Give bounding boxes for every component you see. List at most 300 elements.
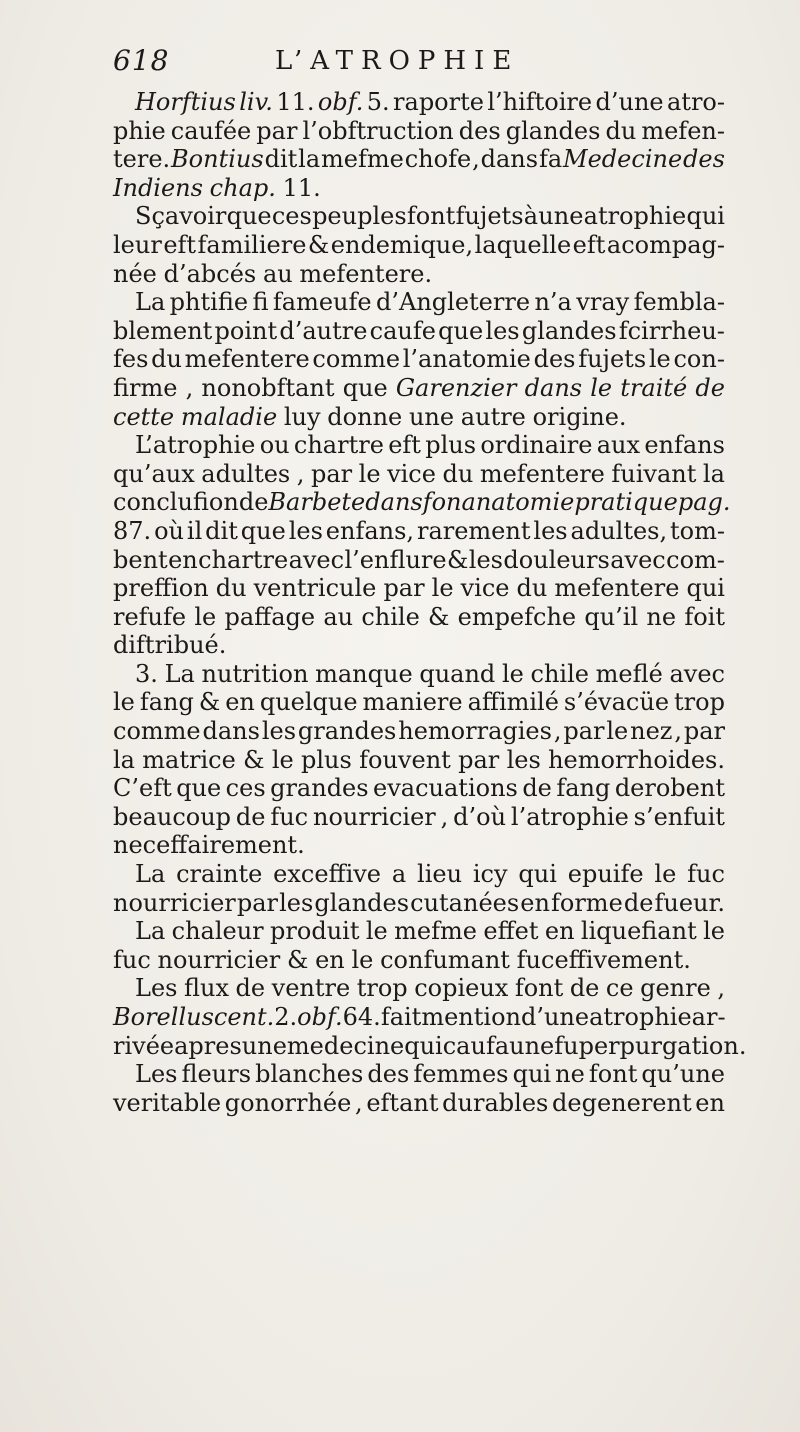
word: autre [460, 402, 526, 431]
word: où [154, 516, 184, 545]
word: cent. [213, 1003, 275, 1031]
word: avec [288, 545, 345, 574]
word: le [358, 459, 381, 488]
word: nourricier [113, 888, 236, 917]
word: exceffive [273, 860, 382, 889]
word: ar- [691, 1003, 726, 1031]
word: 5. [366, 88, 390, 116]
word: pag. [677, 488, 731, 517]
word: veritable [113, 1088, 222, 1117]
word: dit [264, 145, 298, 174]
body-text [113, 88, 747, 1117]
word: l’atrophie [510, 802, 629, 831]
word: C’eft [113, 774, 172, 803]
word: Borellus [113, 1003, 214, 1031]
word: que [176, 774, 222, 803]
running-title: L’ATROPHIE [275, 46, 520, 76]
word: dans [202, 717, 260, 746]
word: pratique [574, 488, 678, 517]
word: dans [365, 488, 423, 517]
word: d’abcés [163, 259, 257, 288]
word: par [256, 116, 298, 145]
word: durables [442, 1088, 549, 1117]
text-line [113, 88, 725, 117]
word: d’autre [279, 316, 368, 345]
word: qui [686, 202, 725, 231]
text-line [113, 660, 725, 689]
word: ventre [271, 974, 351, 1003]
word: grandes [297, 717, 397, 746]
word: le [648, 345, 671, 374]
word: la [298, 145, 321, 174]
word: chaleur [171, 917, 264, 946]
word: chofe [404, 145, 472, 174]
word: fuc [113, 945, 151, 974]
word: nez [630, 717, 673, 746]
word: s’évacüe [563, 688, 670, 717]
word: dans [524, 373, 583, 402]
text-line [113, 117, 725, 146]
text-line [113, 431, 725, 460]
word: produit [270, 917, 360, 946]
word: par [310, 459, 353, 488]
text-line [113, 345, 725, 374]
word: quand [419, 659, 496, 688]
word: fes [113, 345, 149, 374]
word: du [442, 459, 474, 488]
word: de [623, 888, 654, 917]
text-line [113, 174, 725, 203]
word: les [485, 316, 520, 345]
word: , [553, 717, 562, 746]
word: ordinaire [480, 431, 593, 460]
word: douleurs [503, 545, 610, 574]
word: l’enflure [344, 545, 447, 574]
word: eft [572, 230, 606, 259]
word: une [408, 402, 455, 431]
word: , [355, 1088, 363, 1117]
word: Bontius [171, 145, 264, 174]
word: fang [556, 774, 611, 803]
text-line [113, 1089, 725, 1118]
word: glandes [521, 316, 617, 345]
word: qu’il [584, 602, 639, 631]
word: fuceffivement. [516, 945, 691, 974]
text-line [113, 946, 725, 975]
word: vray [576, 288, 630, 317]
word: dans [480, 145, 539, 174]
word: comme [312, 345, 401, 374]
word: fujets [455, 202, 524, 231]
word: 87. [113, 516, 152, 545]
word: Medecine [563, 145, 683, 174]
word: nonobftant [201, 373, 335, 402]
word: eftant [366, 1088, 439, 1117]
word: eft [388, 431, 421, 460]
word: du [215, 574, 247, 603]
word: mefentere [554, 574, 680, 603]
text-line [113, 917, 725, 946]
word: affimilé [467, 688, 559, 717]
word: meflé [595, 659, 663, 688]
word: Barbete [268, 488, 366, 517]
word: maladie [180, 402, 278, 431]
text-line [113, 803, 725, 832]
word: des [533, 345, 576, 374]
word: chap. [209, 173, 276, 202]
word: L’atrophie [135, 431, 256, 460]
text-line [113, 317, 725, 346]
word: trop [674, 688, 725, 717]
word: refufe [113, 602, 187, 631]
word: & [198, 688, 221, 717]
word: l’hiftoire [487, 88, 593, 116]
word: foit [684, 602, 725, 631]
word: qui [686, 574, 725, 603]
word: tere. [113, 145, 171, 174]
word: La [135, 917, 166, 946]
word: les [533, 516, 568, 545]
word: de [695, 373, 725, 402]
word: tom- [670, 516, 725, 545]
word: peuples [312, 202, 407, 231]
word: née [113, 259, 157, 288]
word: ne [646, 602, 677, 631]
word: flux [184, 974, 229, 1003]
word: caufe [369, 316, 436, 345]
text-line [113, 488, 731, 517]
word: preffion [113, 574, 209, 603]
word: La [164, 659, 195, 688]
word: avec [610, 545, 666, 574]
text-line [113, 974, 725, 1003]
word: enfans, [325, 516, 415, 545]
word: comme [113, 717, 201, 746]
word: liv. [239, 88, 273, 116]
word: la [702, 459, 725, 488]
word: laquelle [474, 230, 572, 259]
word: les [279, 888, 314, 917]
word: ne [555, 1060, 585, 1089]
word: 11. [282, 173, 321, 202]
word: fembla- [633, 288, 725, 317]
word: phtifie [169, 288, 249, 317]
word: , [717, 974, 725, 1003]
word: fouvent [359, 745, 451, 774]
word: liquefiant [580, 917, 697, 946]
word: chartre [293, 431, 384, 460]
word: au [262, 259, 293, 288]
word: crainte [176, 860, 263, 889]
word: en [225, 688, 255, 717]
word: le [590, 373, 613, 402]
word: d’où [453, 802, 507, 831]
word: 11. [276, 88, 315, 116]
word: une [241, 1031, 287, 1060]
text-line [113, 460, 725, 489]
word: leur [113, 230, 162, 259]
word: donne [327, 402, 403, 431]
word: par [683, 717, 725, 746]
word: le [703, 917, 725, 946]
text-line [113, 1003, 725, 1032]
word: confumant [380, 945, 510, 974]
word: fcirrheu- [618, 316, 725, 345]
word: de [569, 974, 600, 1003]
word: vice [387, 459, 436, 488]
word: ces [271, 202, 312, 231]
word: point [214, 316, 278, 345]
word: obf. [317, 88, 364, 116]
word: fi [252, 288, 269, 317]
word: font [406, 202, 456, 231]
word: par [383, 574, 425, 603]
word: icy [472, 860, 508, 889]
word: derobent [614, 774, 725, 803]
word: de [238, 488, 269, 517]
word: caufa [442, 1031, 510, 1060]
text-line [113, 889, 725, 918]
word: qu’aux [113, 459, 195, 488]
word: anatomie [461, 488, 575, 517]
word: l’anatomie [402, 345, 531, 374]
word: en [168, 545, 198, 574]
word: qui [512, 1060, 552, 1089]
word: endemique, [330, 230, 474, 259]
word: atrophie [589, 1003, 692, 1031]
word: hemorragies [398, 717, 552, 746]
word: ce [605, 974, 634, 1003]
word: la [113, 745, 135, 774]
text-line [113, 288, 725, 317]
word: mefme [394, 917, 477, 946]
word: atro- [667, 88, 725, 116]
word: evacuations [373, 774, 518, 803]
word: en [695, 1088, 725, 1117]
word: de [235, 802, 266, 831]
word: 64. [342, 1003, 381, 1031]
word: font [514, 974, 564, 1003]
word: & [287, 945, 309, 974]
word: chile [530, 659, 589, 688]
page-header [113, 44, 713, 84]
word: Sçavoir [135, 202, 227, 231]
word: beaucoup [113, 802, 232, 831]
word: ces [225, 774, 266, 803]
word: fuc [687, 860, 725, 889]
text-line [113, 403, 725, 432]
word: le [194, 602, 217, 631]
word: les [288, 516, 323, 545]
word: Horftius [135, 88, 236, 116]
word: grandes [270, 774, 369, 803]
word: plus [425, 431, 477, 460]
word: atrophie [583, 202, 687, 231]
word: traité [620, 373, 688, 402]
word: , [440, 802, 449, 831]
word: mefme [321, 145, 404, 174]
word: , [185, 373, 194, 402]
word: femmes [413, 1060, 509, 1089]
word: blanches [255, 1060, 364, 1089]
text-line [113, 774, 725, 803]
word: manque [315, 659, 413, 688]
word: il [186, 516, 203, 545]
word: rarement [416, 516, 531, 545]
word: les [468, 545, 503, 574]
word: adultes, [570, 516, 668, 545]
word: fa [538, 145, 563, 174]
word: à [523, 202, 539, 231]
word: lieu [417, 860, 463, 889]
word: bent [113, 545, 168, 574]
word: le [431, 574, 454, 603]
word: fang [139, 688, 194, 717]
word: des [367, 1060, 410, 1089]
word: font [588, 1060, 638, 1089]
word: effet [483, 917, 539, 946]
word: firme [113, 373, 178, 402]
text-line [113, 202, 725, 231]
page-number: 618 [113, 44, 170, 77]
word: que [226, 202, 272, 231]
word: paffage [224, 602, 316, 631]
word: les [506, 745, 541, 774]
word: du [605, 116, 637, 145]
word: 2. [274, 1003, 298, 1031]
word: mefentere. [299, 259, 433, 288]
word: en [544, 917, 575, 946]
word: fuivant [611, 459, 697, 488]
word: d’une [520, 1003, 590, 1031]
text-line [113, 260, 725, 289]
word: con- [673, 345, 725, 374]
word: , [472, 145, 480, 174]
word: chartre [198, 545, 289, 574]
word: neceffairement. [113, 831, 305, 860]
word: diftribué. [113, 631, 227, 660]
word: fon [422, 488, 462, 517]
word: La [135, 288, 166, 317]
word: degenerent [552, 1088, 692, 1117]
word: mefentere [479, 459, 605, 488]
word: gonorrhée [224, 1088, 352, 1117]
word: le [113, 688, 135, 717]
word: nutrition [201, 659, 309, 688]
text-line [113, 831, 725, 860]
word: le [654, 860, 677, 889]
text-line [113, 145, 725, 174]
word: le [271, 745, 294, 774]
word: a [391, 860, 407, 889]
word: le [365, 917, 388, 946]
word: trop [356, 974, 408, 1003]
word: obf. [297, 1003, 343, 1031]
word: familiere [197, 230, 307, 259]
word: d’Angleterre [376, 288, 531, 317]
word: plus [301, 745, 352, 774]
text-line [113, 860, 725, 889]
word: enfans [644, 431, 725, 460]
text-line [113, 1060, 725, 1089]
word: fleurs [181, 1060, 252, 1089]
word: origine. [532, 402, 627, 431]
word: raporte [393, 88, 484, 116]
word: en [520, 888, 550, 917]
word: fait [380, 1003, 422, 1031]
text-line [113, 603, 725, 632]
text-line [113, 517, 725, 546]
word: epuife [567, 860, 644, 889]
word: & [428, 602, 450, 631]
text-line [113, 374, 725, 403]
word: ou [259, 431, 290, 460]
word: avec [669, 659, 725, 688]
word: hemorrhoides. [548, 745, 725, 774]
word: rivée [113, 1031, 175, 1060]
word: chile [361, 602, 420, 631]
word: eft [163, 230, 197, 259]
word: du [151, 345, 182, 374]
word: par [236, 888, 279, 917]
word: d’une [595, 88, 664, 116]
text-line [113, 717, 725, 746]
word: fuc [270, 802, 309, 831]
word: phie [113, 116, 166, 145]
text-line [113, 688, 725, 717]
word: cette [113, 402, 175, 431]
word: ventricule [253, 574, 377, 603]
word: empefche [457, 602, 577, 631]
word: qui [518, 860, 557, 889]
word: Les [135, 974, 178, 1003]
word: com- [666, 545, 725, 574]
word: de [522, 774, 552, 803]
word: & [447, 545, 469, 574]
word: genre [640, 974, 711, 1003]
word: une [509, 1031, 555, 1060]
word: 3. [135, 659, 158, 688]
word: des [683, 145, 725, 174]
word: glandes [314, 888, 410, 917]
word: vice [460, 574, 510, 603]
word: fuperpurgation. [554, 1031, 747, 1060]
word: Indiens [113, 173, 203, 202]
word: n’a [534, 288, 572, 317]
word: que [342, 373, 388, 402]
word: des [458, 116, 501, 145]
word: une [538, 202, 584, 231]
word: maniere [362, 688, 463, 717]
word: au [323, 602, 354, 631]
word: qui [404, 1031, 443, 1060]
word: quelque [259, 688, 358, 717]
word: que [240, 516, 286, 545]
word: nourricier [312, 802, 436, 831]
word: forme [551, 888, 623, 917]
text-line [113, 546, 725, 575]
word: conclufion [113, 488, 239, 517]
word: , [296, 459, 305, 488]
word: apres [174, 1031, 242, 1060]
word: matrice [142, 745, 236, 774]
word: & [243, 745, 265, 774]
word: nourricier [157, 945, 281, 974]
word: le [351, 945, 374, 974]
word: les [261, 717, 297, 746]
word: qu’une [641, 1060, 725, 1089]
word: l’obftruction [302, 116, 454, 145]
